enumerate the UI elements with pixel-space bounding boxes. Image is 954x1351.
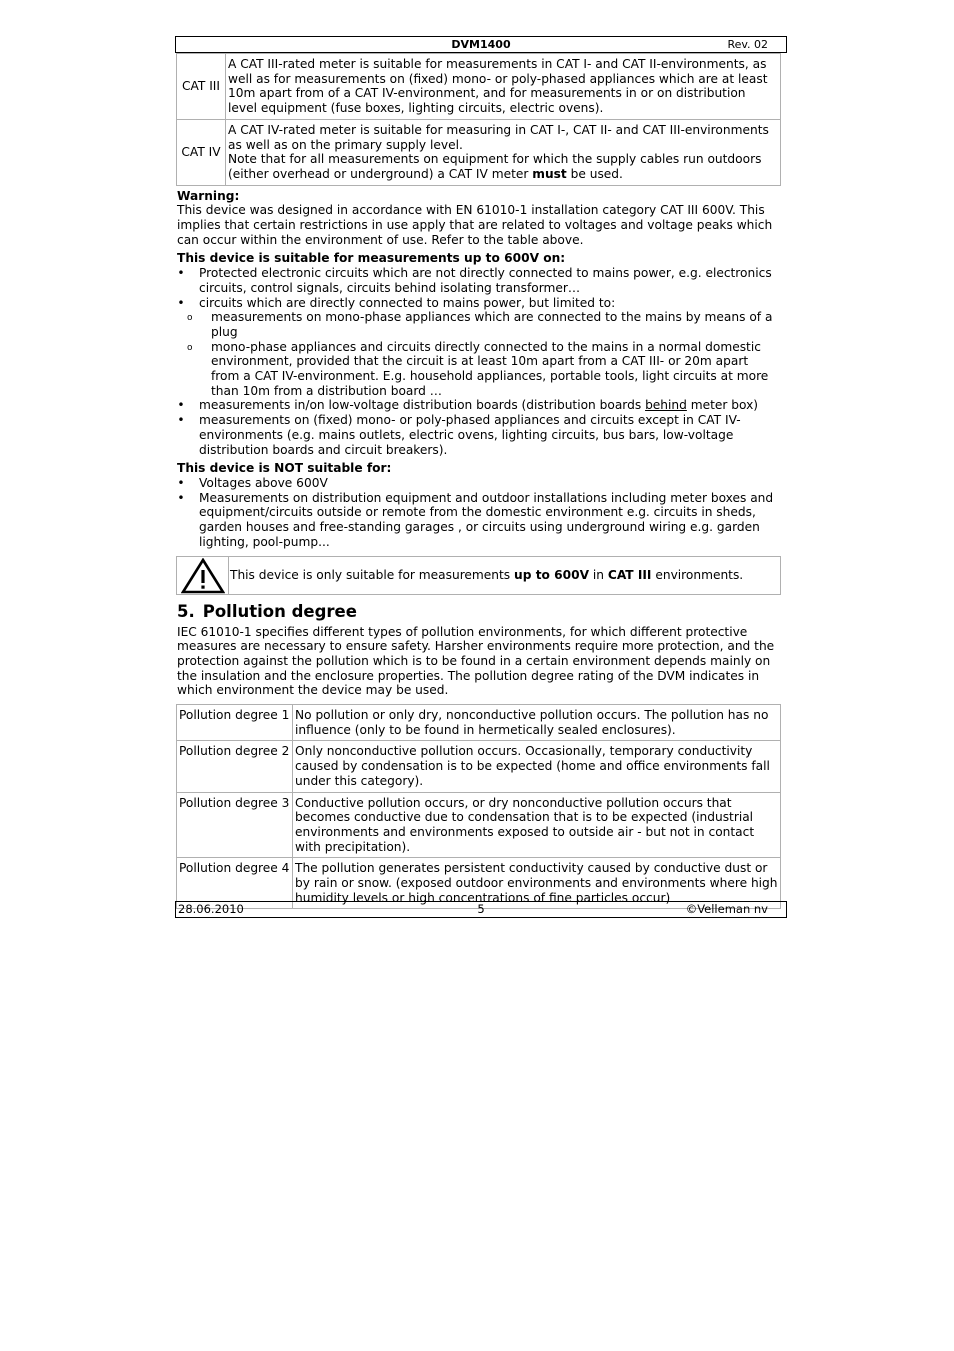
bullet-icon: • — [177, 475, 185, 490]
table-row — [177, 119, 781, 185]
page-header — [175, 36, 787, 53]
list-item — [177, 476, 777, 491]
suitable-list — [177, 266, 777, 310]
bullet-icon: • — [177, 398, 185, 413]
sub-bullet-icon: o — [187, 342, 193, 353]
header-revision: Rev. 02 — [727, 38, 768, 51]
list-item — [177, 398, 777, 413]
category-table — [176, 53, 781, 186]
list-item-underlined: behind — [645, 398, 687, 413]
footer-page-number: 5 — [477, 902, 485, 916]
pollution-description: The pollution generates persistent conductivity caused by conductive dust or by rain or snow. (exposed outdoor environments and environments where high humidity levels or high concentrations of fine particles occur) — [293, 858, 781, 909]
cat4-note-end: be used. — [566, 166, 623, 181]
bullet-icon: • — [177, 413, 185, 428]
warning-heading-text: Warning: — [177, 188, 240, 203]
suitable-sublist — [177, 310, 777, 398]
category-description — [226, 119, 781, 185]
table-row — [177, 792, 781, 858]
notice-bold-category: CAT III — [607, 567, 652, 582]
list-item-text: circuits which are directly connected to mains power, but limited to: — [199, 295, 616, 310]
section-number: 5. — [177, 601, 195, 621]
list-item-text: measurements in/on low-voltage distribution boards (distribution boards — [199, 398, 646, 413]
list-item-text: mono-phase appliances and circuits directly connected to the mains in a normal domestic environment, provided that the circuit is at least 10m apart from a CAT III- or 20m apart from a CAT IV-environment. E.g. household appliances, portable tools, light circuits at more than 10m from a distribution board … — [211, 339, 769, 398]
table-row — [177, 54, 781, 120]
suitable-heading-text: This device is suitable for measurements up to 600V on: — [177, 251, 566, 266]
list-item-text: measurements on (fixed) mono- or poly-phased appliances and circuits except in CAT IV-environments (e.g. mains outlets, electric ovens, lighting circuits, bus bars, low-voltage distribution boards and circuit breakers). — [199, 413, 741, 457]
pollution-key: Pollution degree 3 — [177, 792, 293, 858]
category-key: CAT IV — [177, 119, 226, 185]
notice-text-b: in — [589, 567, 608, 582]
not-suitable-heading — [177, 461, 777, 476]
pollution-key: Pollution degree 2 — [177, 741, 293, 792]
cat4-note: Note that for all measurements on equipment for which the supply cables run outdoors (either overhead or underground) a CAT IV meter — [228, 152, 762, 181]
suitable-heading — [177, 251, 777, 266]
list-item — [177, 310, 777, 339]
bullet-icon: • — [177, 490, 185, 505]
footer-date: 28.06.2010 — [178, 902, 244, 916]
pollution-key: Pollution degree 1 — [177, 705, 293, 741]
list-item — [177, 491, 777, 550]
list-item — [177, 340, 777, 399]
notice-text-c: environments. — [651, 567, 744, 582]
footer-copyright: ©Velleman nv — [685, 902, 768, 916]
category-description: A CAT III-rated meter is suitable for measurements in CAT I- and CAT II-environments, as well as for measurements on (fixed) mono- or poly-phased appliances which are at least 10m apart from of a CAT IV-environment, and for measurements in or on distribution level equipment (fuse boxes, lighting circuits, electric ovens). — [226, 54, 781, 120]
pollution-key: Pollution degree 4 — [177, 858, 293, 909]
pollution-description: No pollution or only dry, nonconductive pollution occurs. The pollution has no influence (only to be found in hermetically sealed enclosures). — [293, 705, 781, 741]
list-item-text: measurements on mono-phase appliances which are connected to the mains by means of a plug — [211, 310, 773, 339]
pollution-description: Only nonconductive pollution occurs. Occasionally, temporary conductivity caused by condensation is to be expected (home and office environments fall under this category). — [293, 741, 781, 792]
list-item-text: Protected electronic circuits which are not directly connected to mains power, e.g. electronics circuits, control signals, circuits behind isolating transformer… — [199, 266, 772, 295]
table-row — [177, 741, 781, 792]
cat4-note-emphasis: must — [532, 166, 567, 181]
not-suitable-heading-text: This device is NOT suitable for: — [177, 461, 392, 476]
list-item-text: Voltages above 600V — [199, 475, 328, 490]
warning-text: This device was designed in accordance with EN 61010-1 installation category CAT III 600V. This implies that certain restrictions in use apply that are related to voltages and voltage peaks which can occur within the environment of use. Refer to the table above. — [177, 203, 773, 247]
bullet-icon: • — [177, 295, 185, 310]
section-heading — [177, 602, 787, 622]
warning-heading — [177, 189, 777, 204]
list-item — [177, 296, 777, 311]
list-item-text-end: meter box) — [686, 398, 759, 413]
notice-icon-cell — [177, 557, 229, 594]
not-suitable-list — [177, 476, 777, 550]
list-item — [177, 266, 777, 295]
section-title: Pollution degree — [202, 601, 357, 621]
list-item-text: Measurements on distribution equipment and outdoor installations including meter boxes and equipment/circuits outside or remote from the domestic environment e.g. circuits in sheds, garden houses and free-standing garages , or circuits using underground wiring e.g. garden lighting, pool-pump... — [199, 490, 774, 549]
notice-box — [176, 556, 781, 595]
bullet-icon: • — [177, 266, 185, 281]
warning-triangle-icon — [181, 558, 225, 594]
cat4-text: A CAT IV-rated meter is suitable for measuring in CAT I-, CAT II- and CAT III-environments as well as on the primary supply level. — [228, 122, 769, 152]
list-item — [177, 413, 777, 457]
category-key: CAT III — [177, 54, 226, 120]
suitable-list-continued — [177, 398, 777, 457]
document-page — [175, 36, 787, 916]
page-footer — [175, 901, 787, 918]
pollution-description: Conductive pollution occurs, or dry nonconductive pollution occurs that becomes conductive due to condensation that is to be expected (industrial environments and environments exposed to outside air - but not in contact with precipitation). — [293, 792, 781, 858]
sub-bullet-icon: o — [187, 313, 193, 324]
pollution-table — [176, 704, 781, 909]
section-intro: IEC 61010-1 specifies different types of pollution environments, for which different protective measures are necessary to ensure safety. Harsher environments require more protection, and the protection against the pollution which is to be found in a certain environment depends mainly on the insulation and the enclosure properties. The pollution degree rating of the DVM indicates in which environment the device may be used. — [177, 624, 775, 698]
notice-text — [230, 568, 743, 583]
table-row — [177, 705, 781, 741]
notice-text-a: This device is only suitable for measurements — [230, 567, 515, 582]
notice-bold-voltage: up to 600V — [514, 567, 590, 582]
header-model: DVM1400 — [451, 38, 511, 51]
